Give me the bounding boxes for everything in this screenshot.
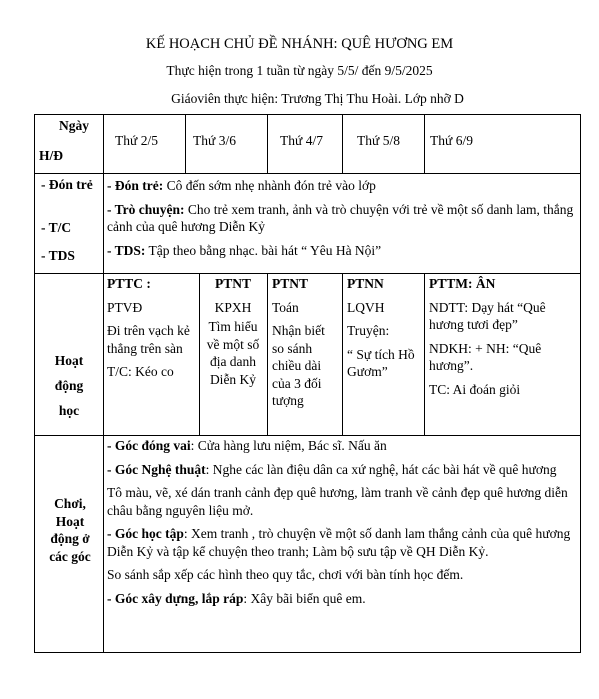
col-divider <box>199 273 200 435</box>
col-divider <box>185 115 186 173</box>
row-divider <box>35 273 580 274</box>
activity-line: Tìm hiểu về một số địa danh Diễn Kỷ <box>206 319 260 387</box>
corner-item: - Góc xây dựng, lắp ráp: Xây bãi biển quê em. <box>107 590 366 606</box>
document-title: KẾ HOẠCH CHỦ ĐỀ NHÁNH: QUÊ HƯƠNG EM <box>145 36 454 52</box>
activity-line: PTVĐ <box>107 299 143 315</box>
col-divider <box>424 273 425 435</box>
col-divider <box>103 115 104 652</box>
activity-line: Nhận biết so sánh chiều dài của 3 đối tượng <box>272 323 325 409</box>
activities-label: Hoạt động học <box>54 353 84 418</box>
col-divider <box>342 273 343 435</box>
day-header: Thứ 5/8 <box>357 133 400 148</box>
corner-item: - Góc đóng vai: Cửa hàng lưu niệm, Bác sĩ. Nấu ăn <box>107 438 387 453</box>
morning-item: - Trò chuyện: Cho trẻ xem tranh, ảnh và trò chuyện với trẻ về một số danh lam, thắng cảnh của quê hương Diễn Kỷ <box>107 201 574 235</box>
corners-content <box>107 437 577 607</box>
activity-line: NDKH: + NH: “Quê hương”. <box>429 340 542 374</box>
corners-label: Chơi, Hoạt động ở các góc <box>49 496 91 564</box>
corner-bottom-label: H/Đ <box>39 148 64 163</box>
activity-head: PTNT <box>272 276 309 291</box>
corner-item: So sánh sắp xếp các hình theo quy tắc, chơi với bàn tính học đếm. <box>107 567 464 583</box>
activity-head: PTTC : <box>107 276 151 291</box>
col-divider <box>424 115 425 173</box>
activity-line: Truyện: <box>347 323 390 339</box>
corner-item: - Góc Nghệ thuật: Nghe các làn điệu dân ca xứ nghệ, hát các bài hát về quê hương <box>107 461 557 477</box>
day-header: Thứ 4/7 <box>280 133 323 148</box>
activity-line: TC: Ai đoán giỏi <box>429 381 521 397</box>
activity-line: T/C: Kéo co <box>107 364 174 380</box>
activity-line: NDTT: Dạy hát “Quê hương tươi đẹp” <box>429 299 546 333</box>
plan-table <box>34 114 581 653</box>
row-divider <box>35 173 580 174</box>
morning-item: - Đón trẻ: Cô đến sớm nhẹ nhành đón trẻ vào lớp <box>107 178 376 193</box>
day-header: Thứ 3/6 <box>193 133 236 148</box>
corner-item: - Góc học tập: Xem tranh , trò chuyện về một số danh lam thắng cảnh của quê hương Diễn Kỷ và tập kể chuyện theo tranh; Làm bộ sưu tập về QH Diễn Kỷ. <box>107 526 571 559</box>
teacher-line: Giáoviên thực hiện: Trương Thị Thu Hoài. Lớp nhỡ D <box>171 91 464 106</box>
morning-label: - T/C <box>41 220 72 235</box>
activity-head: PTNN <box>347 276 384 291</box>
col-divider <box>267 115 268 173</box>
activity-line: “ Sự tích Hồ Gươm” <box>347 346 415 380</box>
day-header: Thứ 6/9 <box>430 133 473 148</box>
corner-top-label: Ngày <box>59 118 89 133</box>
activity-line: Đi trên vạch kẻ thẳng trên sàn <box>107 323 190 356</box>
morning-label: - TDS <box>41 248 75 263</box>
period-line: Thực hiện trong 1 tuần từ ngày 5/5/ đến 9/5/2025 <box>166 63 433 78</box>
activity-line: LQVH <box>347 299 385 315</box>
activity-col-ptnt-kpxh <box>201 275 265 388</box>
col-divider <box>267 273 268 435</box>
col-divider <box>342 115 343 173</box>
day-header: Thứ 2/5 <box>115 133 158 148</box>
row-divider <box>35 435 580 436</box>
activity-line: KPXH <box>214 299 252 315</box>
activity-head: PTNT <box>214 276 251 291</box>
corner-item: Tô màu, vẽ, xé dán tranh cảnh đẹp quê hương, làm tranh về cảnh đẹp quê hương diễn châu bằng nguyên liệu mở. <box>107 485 568 518</box>
activity-col-pttc <box>107 275 197 381</box>
activity-col-pttm <box>429 275 577 398</box>
morning-label: - Đón trẻ <box>41 177 93 192</box>
activity-line: Toán <box>272 299 299 315</box>
activity-col-ptnn <box>347 275 421 381</box>
activity-head: PTTM: ÂN <box>429 276 496 291</box>
activity-col-ptnt-toan <box>272 275 340 410</box>
morning-content <box>107 177 575 259</box>
morning-item: - TDS: Tập theo bằng nhạc. bài hát “ Yêu Hà Nội” <box>107 242 382 258</box>
